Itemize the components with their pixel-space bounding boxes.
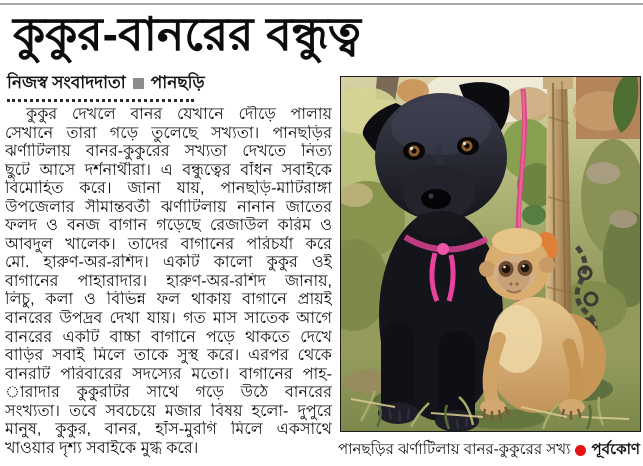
byline-location: পানছড়ি: [150, 73, 205, 92]
body-line: বানরটি পরিবারের সদস্যের মতো। বাগানের পাহ-: [5, 365, 332, 383]
body-line: উপজেলার সীমান্তবর্তী ঝর্ণাটিলায় নানান জাতের: [5, 198, 332, 216]
body-line: বাগানের পাহারাদার। হারুণ-অর-রশিদ জানায়,: [5, 272, 332, 290]
body-line: বানরের উপদ্রব দেখা যায়। গত মাস সাতেক আগে: [5, 310, 332, 328]
body-line: মানুষ, কুকুর, বানর, হাঁস-মুরগি মিলে একসাথে: [5, 421, 332, 439]
body-line: লিচু, কলা ও বিভিন্ন ফল থাকায় বাগানে প্রায়ই: [5, 291, 332, 309]
headline: কুকুর-বানরের বন্ধুত্ব: [13, 8, 362, 60]
body-line: মো. হারুণ-অর-রশিদ। একটি কালো কুকুর ওই: [5, 254, 332, 272]
caption-row: [338, 438, 640, 463]
body-line: বিমোহিত করে। জানা যায়, পানছড়ি-মাটিরাঙ্গা: [5, 180, 332, 198]
article-body: [5, 106, 332, 458]
body-line: বাড়ির সবাই মিলে তাকে সুস্থ করে। এরপর থেকে: [5, 347, 332, 365]
body-line: কুকুর দেখলে বানর যেখানে দৌড়ে পালায়: [26, 106, 332, 123]
article-photo: [340, 76, 641, 432]
photo-credit: [575, 438, 640, 463]
byline-square-icon: [133, 78, 144, 89]
body-line: সংখ্যতা। তবে সবচেয়ে মজার বিষয় হলো- দুপুরে: [5, 402, 332, 420]
body-line: খাওয়ার দৃশ্য সবাইকে মুগ্ধ করে।: [5, 439, 199, 457]
photo-caption: পানছড়ির ঝর্ণাটিলায় বানর-কুকুরের সখ্য: [338, 441, 571, 458]
body-line: বানরের একটি বাচ্চা বাগানে পড়ে থাকতে দেখে: [5, 328, 332, 346]
credit-name: পূর্বকোণ: [591, 441, 640, 458]
body-line: সেখানে তারা গড়ে তুলেছে সখ্যতা। পানছড়ির: [5, 124, 332, 142]
body-line: আবদুল খালেক। তাদের বাগানের পরিচর্যা করে: [5, 235, 332, 253]
byline: [7, 70, 205, 98]
body-line: ঝর্ণাটিলায় বানর-কুকুরের সখ্যতা দেখতে নিত্য: [5, 143, 332, 161]
byline-reporter: নিজস্ব সংবাদদাতা: [7, 73, 126, 92]
dotted-rule: [7, 99, 194, 102]
photo-illustration: [341, 77, 640, 431]
body-line: ফলদ ও বনজ বাগান গড়েছে রেজাউল করিম ও: [5, 217, 332, 235]
body-line: ছুটে আসে দর্শনার্থীরা। এ বন্ধুত্বের বাঁধন সবাইকে: [5, 161, 332, 179]
body-line: ারাদার কুকুরটির সাথে গড়ে উঠে বানরের: [5, 384, 332, 402]
credit-bullet-icon: [575, 445, 586, 456]
